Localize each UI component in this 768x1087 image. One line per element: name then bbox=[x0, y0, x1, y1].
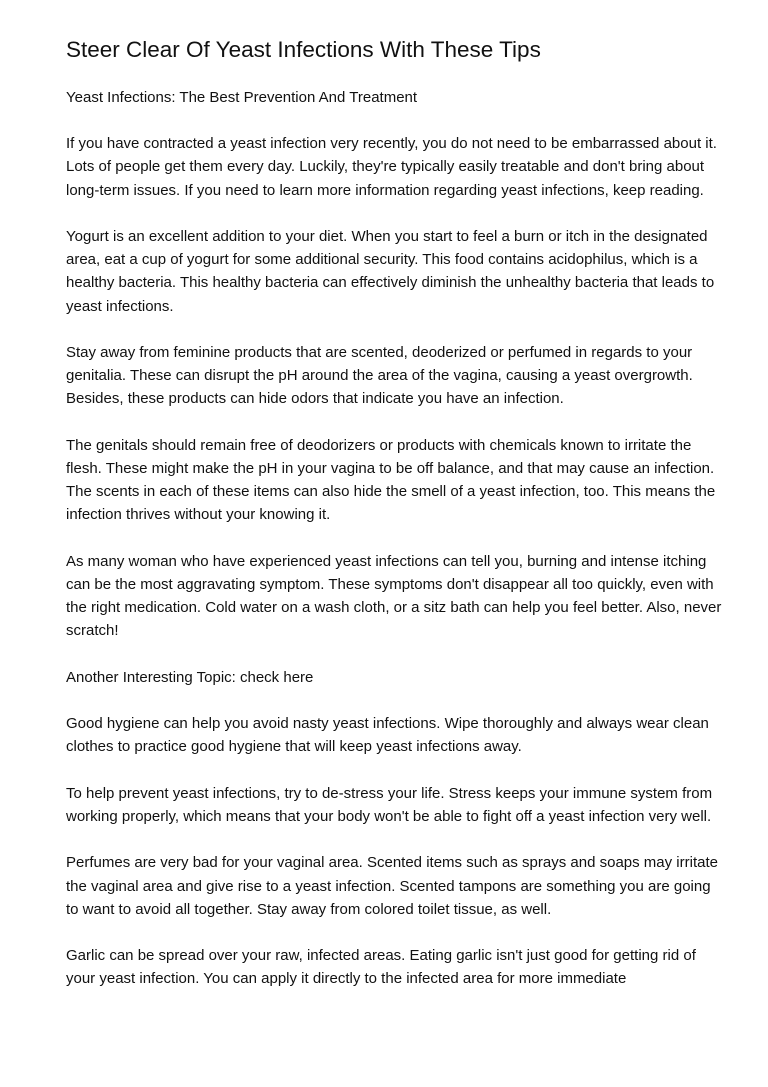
paragraph: If you have contracted a yeast infection very recently, you do not need to be embarrassed about it. Lots of people get them every day. Luckily, they're typically easily treatable and don't bring about long-term issues. If you need to learn more information regarding yeast infections, keep reading. bbox=[66, 135, 717, 199]
paragraph: The genitals should remain free of deodorizers or products with chemicals known to irritate the flesh. These might make the pH in your vagina to be off balance, and that may cause an infection. The scents in each of these items can also hide the smell of a yeast infection, too. This means the infection thrives without your knowing it. bbox=[66, 436, 716, 524]
paragraph: As many woman who have experienced yeast infections can tell you, burning and intense itching can be the most aggravating symptom. These symptoms don't disappear all too quickly, even with the right medication. Cold water on a wash cloth, or a sitz bath can help you feel better. Also, never scratch! bbox=[66, 552, 722, 640]
paragraph: Garlic can be spread over your raw, infected areas. Eating garlic isn't just good for getting rid of your yeast infection. You can apply it directly to the infected area for more immediate bbox=[66, 947, 696, 988]
check-here-link[interactable]: check here bbox=[240, 668, 314, 686]
paragraph: To help prevent yeast infections, try to de-stress your life. Stress keeps your immune system from working properly, which means that your body won't be able to fight off a yeast infection very well. bbox=[66, 784, 713, 825]
page-subtitle: Yeast Infections: The Best Prevention And Treatment bbox=[66, 89, 418, 106]
topic-line bbox=[66, 666, 726, 689]
paragraph: Good hygiene can help you avoid nasty yeast infections. Wipe thoroughly and always wear clean clothes to practice good hygiene that will keep yeast infections away. bbox=[66, 715, 709, 756]
paragraph: Stay away from feminine products that are scented, deoderized or perfumed in regards to your genitalia. These can disrupt the pH around the area of the vagina, causing a yeast overgrowth. Besides, these products can hide odors that indicate you have an infection. bbox=[66, 344, 693, 408]
paragraph: Perfumes are very bad for your vaginal area. Scented items such as sprays and soaps may irritate the vaginal area and give rise to a yeast infection. Scented tampons are something you are going to want to avoid all together. Stay away from colored toilet tissue, as well. bbox=[66, 854, 718, 918]
page-title: Steer Clear Of Yeast Infections With These Tips bbox=[66, 37, 541, 62]
paragraph: Yogurt is an excellent addition to your diet. When you start to feel a burn or itch in the designated area, eat a cup of yogurt for some additional security. This food contains acidophilus, which is a healthy bacteria. This healthy bacteria can effectively diminish the unhealthy bacteria that leads to yeast infections. bbox=[66, 228, 715, 315]
topic-prefix: Another Interesting Topic: bbox=[66, 668, 240, 686]
document-page bbox=[66, 34, 726, 1014]
